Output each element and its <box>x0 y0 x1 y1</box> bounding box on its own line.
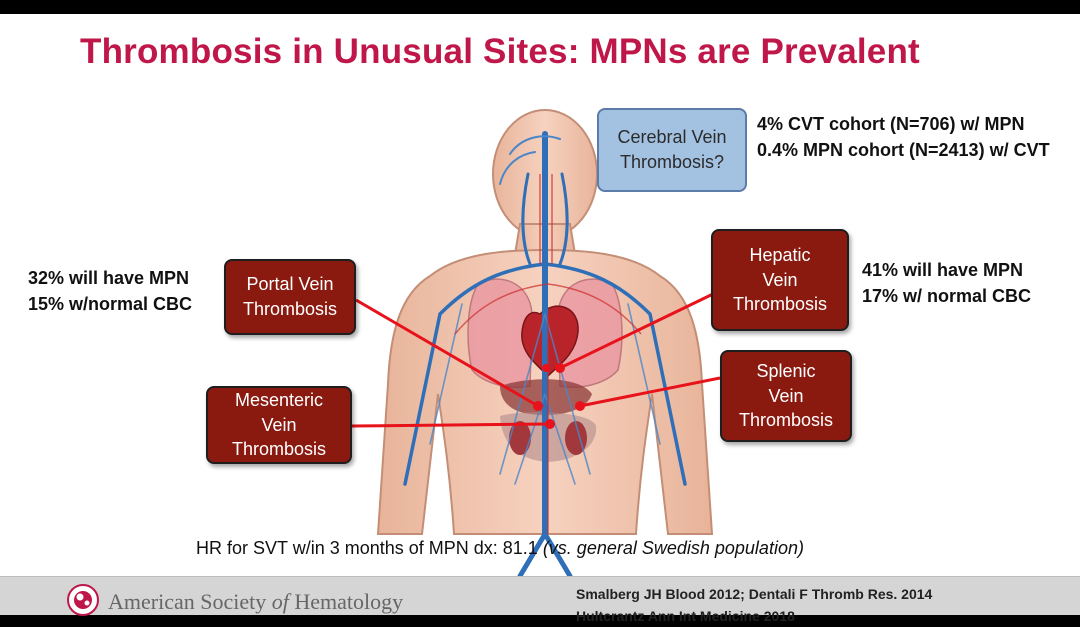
splenic-vein-box <box>720 350 852 442</box>
hepatic-stat: 41% will have MPN 17% w/ normal CBC <box>862 260 1032 306</box>
mesenteric-dot <box>545 419 555 429</box>
citation-line-2: Hultcrantz Ann Int Medicine 2018 <box>576 607 795 624</box>
cerebral-vein-box <box>597 108 747 192</box>
mesenteric-leader <box>352 424 550 426</box>
cerebral-stat: 4% CVT cohort (N=706) w/ MPN 0.4% MPN cohort (N=2413) w/ CVT <box>757 114 1050 160</box>
portal-vein-label: Portal Vein Thrombosis <box>242 274 338 319</box>
ash-logo-icon <box>66 583 100 617</box>
org-name-suffix: Hematology <box>288 589 404 614</box>
mesenteric-vein-label: Mesenteric Vein Thrombosis <box>231 389 327 460</box>
hepatic-vein-box <box>711 229 849 331</box>
org-name-prefix: American Society <box>108 589 272 614</box>
cerebral-vein-label: Cerebral Vein Thrombosis? <box>617 127 727 172</box>
splenic-dot <box>575 401 585 411</box>
left-kidney <box>509 421 531 455</box>
portal-stat: 32% will have MPN 15% w/normal CBC <box>28 268 193 314</box>
citations <box>576 584 932 627</box>
portal-dot <box>533 401 543 411</box>
org-name-of: of <box>271 589 289 614</box>
hepatic-dot <box>555 363 565 373</box>
hazard-ratio-text: HR for SVT w/in 3 months of MPN dx: 81.1 <box>196 538 543 558</box>
slide-title: Thrombosis in Unusual Sites: MPNs are Prevalent <box>80 32 920 71</box>
hepatic-vein-label: Hepatic Vein Thrombosis <box>732 244 828 315</box>
portal-vein-box <box>224 259 356 335</box>
splenic-vein-label: Splenic Vein Thrombosis <box>738 360 834 431</box>
citation-line-1: Smalberg JH Blood 2012; Dentali F Thromb Res. 2014 <box>576 586 933 602</box>
organization-name <box>108 589 403 615</box>
center-dot <box>542 364 550 372</box>
slide <box>0 14 1080 576</box>
mesenteric-vein-box <box>206 386 352 464</box>
hazard-ratio-statement <box>196 538 804 559</box>
hazard-ratio-note: (vs. general Swedish population) <box>542 538 804 558</box>
footer-bar <box>0 576 1080 624</box>
